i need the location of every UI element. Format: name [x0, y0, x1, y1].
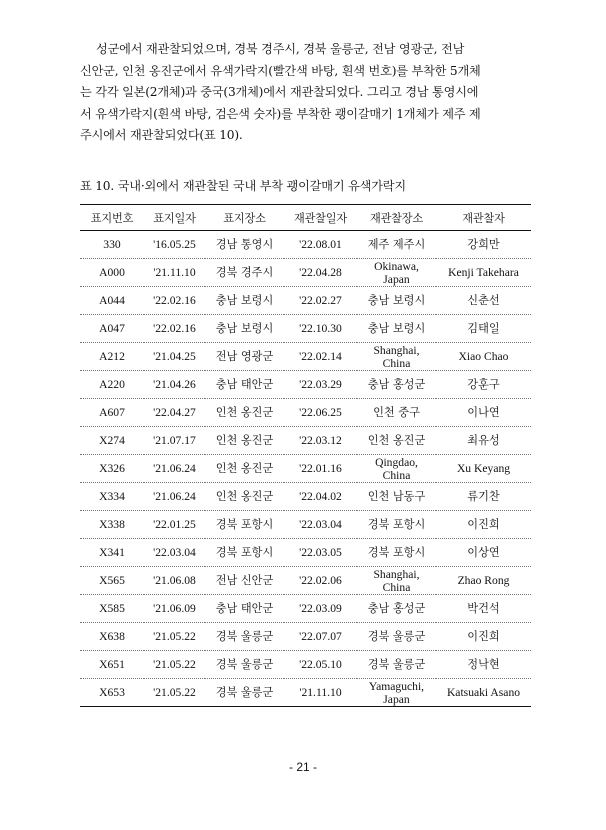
- cell-mark-date: '21.06.09: [144, 595, 205, 623]
- cell-mark-date: '21.06.08: [144, 567, 205, 595]
- cell-observer: 이상연: [436, 539, 531, 567]
- cell-resight-date: '22.04.02: [284, 483, 357, 511]
- cell-observer: 이진희: [436, 623, 531, 651]
- cell-mark-date: '16.05.25: [144, 231, 205, 259]
- cell-band-id: A607: [80, 399, 144, 427]
- cell-resight-date: '22.03.12: [284, 427, 357, 455]
- cell-resight-date: '22.06.25: [284, 399, 357, 427]
- table-caption: 표 10. 국내·외에서 재관찰된 국내 부착 괭이갈매기 유색가락지: [80, 179, 406, 193]
- table-row: [80, 539, 531, 567]
- cell-resight-place: 인천 남동구: [357, 483, 436, 511]
- page-number: - 21 -: [288, 760, 317, 774]
- cell-observer: Xu Keyang: [436, 455, 531, 483]
- cell-mark-date: '21.07.17: [144, 427, 205, 455]
- cell-observer: 신춘선: [436, 287, 531, 315]
- cell-mark-date: '22.03.04: [144, 539, 205, 567]
- table-row: [80, 315, 531, 343]
- cell-mark-date: '22.02.16: [144, 287, 205, 315]
- cell-mark-place: 경남 통영시: [205, 231, 284, 259]
- cell-resight-place: Shanghai, China: [357, 567, 436, 595]
- header-resight-date: 재관찰일자: [284, 205, 357, 231]
- cell-band-id: X341: [80, 539, 144, 567]
- cell-resight-date: '22.03.29: [284, 371, 357, 399]
- cell-resight-place: 충남 홍성군: [357, 371, 436, 399]
- cell-mark-place: 충남 보령시: [205, 315, 284, 343]
- cell-band-id: X565: [80, 567, 144, 595]
- cell-mark-date: '21.04.26: [144, 371, 205, 399]
- cell-mark-date: '21.04.25: [144, 343, 205, 371]
- cell-mark-date: '21.06.24: [144, 483, 205, 511]
- cell-band-id: X338: [80, 511, 144, 539]
- cell-mark-place: 인천 옹진군: [205, 427, 284, 455]
- cell-mark-place: 충남 보령시: [205, 287, 284, 315]
- cell-observer: Zhao Rong: [436, 567, 531, 595]
- table-row: [80, 427, 531, 455]
- header-resight-place: 재관찰장소: [357, 205, 436, 231]
- cell-observer: Katsuaki Asano: [436, 679, 531, 707]
- cell-observer: 강희만: [436, 231, 531, 259]
- cell-mark-place: 충남 태안군: [205, 371, 284, 399]
- cell-mark-date: '21.05.22: [144, 651, 205, 679]
- cell-resight-date: '22.07.07: [284, 623, 357, 651]
- cell-mark-date: '21.06.24: [144, 455, 205, 483]
- table-row: [80, 287, 531, 315]
- table-row: [80, 651, 531, 679]
- table-row: [80, 679, 531, 707]
- cell-band-id: X585: [80, 595, 144, 623]
- cell-resight-place: 인천 옹진군: [357, 427, 436, 455]
- cell-mark-date: '22.01.25: [144, 511, 205, 539]
- cell-mark-place: 경북 울릉군: [205, 623, 284, 651]
- table-row: [80, 483, 531, 511]
- cell-resight-date: '22.10.30: [284, 315, 357, 343]
- cell-observer: Kenji Takehara: [436, 259, 531, 287]
- cell-resight-date: '22.02.27: [284, 287, 357, 315]
- cell-band-id: 330: [80, 231, 144, 259]
- table-row: [80, 567, 531, 595]
- paragraph-line: 신안군, 인천 옹진군에서 유색가락지(빨간색 바탕, 흰색 번호)를 부착한 5개체: [80, 63, 481, 78]
- cell-mark-place: 전남 신안군: [205, 567, 284, 595]
- cell-mark-place: 경북 울릉군: [205, 651, 284, 679]
- cell-band-id: X334: [80, 483, 144, 511]
- table-row: [80, 371, 531, 399]
- body-paragraph: [80, 39, 530, 147]
- cell-resight-place: 인천 중구: [357, 399, 436, 427]
- cell-mark-place: 인천 옹진군: [205, 483, 284, 511]
- cell-observer: 박건석: [436, 595, 531, 623]
- cell-observer: 김태일: [436, 315, 531, 343]
- cell-observer: Xiao Chao: [436, 343, 531, 371]
- cell-band-id: A220: [80, 371, 144, 399]
- table-row: [80, 595, 531, 623]
- cell-resight-place: Qingdao, China: [357, 455, 436, 483]
- cell-band-id: A044: [80, 287, 144, 315]
- cell-resight-place: Yamaguchi, Japan: [357, 679, 436, 707]
- paragraph-line: 서 유색가락지(흰색 바탕, 검은색 숫자)를 부착한 괭이갈매기 1개체가 제주 제: [80, 106, 481, 121]
- cell-band-id: X651: [80, 651, 144, 679]
- cell-observer: 최유성: [436, 427, 531, 455]
- table-row: [80, 231, 531, 259]
- cell-resight-place: 경북 포항시: [357, 511, 436, 539]
- paragraph-line: 주시에서 재관찰되었다(표 10).: [80, 128, 243, 142]
- cell-resight-place: 경북 울릉군: [357, 623, 436, 651]
- table-row: [80, 623, 531, 651]
- cell-observer: 이나연: [436, 399, 531, 427]
- cell-resight-date: '22.02.14: [284, 343, 357, 371]
- cell-band-id: A000: [80, 259, 144, 287]
- paragraph-line: 는 각각 일본(2개체)과 중국(3개체)에서 재관찰되었다. 그리고 경남 통영시에: [80, 85, 479, 99]
- cell-resight-date: '22.01.16: [284, 455, 357, 483]
- cell-mark-date: '21.11.10: [144, 259, 205, 287]
- cell-resight-place: 경북 포항시: [357, 539, 436, 567]
- cell-resight-date: '22.03.09: [284, 595, 357, 623]
- cell-band-id: X274: [80, 427, 144, 455]
- cell-mark-place: 인천 옹진군: [205, 455, 284, 483]
- cell-mark-date: '21.05.22: [144, 623, 205, 651]
- cell-resight-place: 충남 홍성군: [357, 595, 436, 623]
- cell-band-id: A047: [80, 315, 144, 343]
- cell-resight-date: '22.03.04: [284, 511, 357, 539]
- cell-band-id: X326: [80, 455, 144, 483]
- cell-mark-date: '22.02.16: [144, 315, 205, 343]
- cell-resight-place: 경북 울릉군: [357, 651, 436, 679]
- cell-resight-date: '22.03.05: [284, 539, 357, 567]
- resighting-table: [80, 204, 531, 707]
- cell-resight-place: Okinawa, Japan: [357, 259, 436, 287]
- cell-resight-place: 제주 제주시: [357, 231, 436, 259]
- cell-observer: 강훈구: [436, 371, 531, 399]
- cell-mark-date: '22.04.27: [144, 399, 205, 427]
- cell-mark-place: 경북 포항시: [205, 539, 284, 567]
- cell-resight-date: '22.02.06: [284, 567, 357, 595]
- table-row: [80, 511, 531, 539]
- cell-mark-place: 경북 포항시: [205, 511, 284, 539]
- cell-resight-date: '22.08.01: [284, 231, 357, 259]
- cell-mark-place: 경북 울릉군: [205, 679, 284, 707]
- cell-resight-place: 충남 보령시: [357, 287, 436, 315]
- cell-mark-date: '21.05.22: [144, 679, 205, 707]
- header-band-id: 표지번호: [80, 205, 144, 231]
- cell-resight-date: '22.04.28: [284, 259, 357, 287]
- cell-observer: 이진희: [436, 511, 531, 539]
- header-mark-place: 표지장소: [205, 205, 284, 231]
- cell-resight-place: Shanghai, China: [357, 343, 436, 371]
- table-row: [80, 259, 531, 287]
- cell-mark-place: 전남 영광군: [205, 343, 284, 371]
- cell-band-id: X638: [80, 623, 144, 651]
- cell-observer: 류기찬: [436, 483, 531, 511]
- cell-resight-date: '22.05.10: [284, 651, 357, 679]
- table-row: [80, 343, 531, 371]
- cell-mark-place: 인천 옹진군: [205, 399, 284, 427]
- header-mark-date: 표지일자: [144, 205, 205, 231]
- cell-band-id: A212: [80, 343, 144, 371]
- paragraph-line: 성군에서 재관찰되었으며, 경북 경주시, 경북 울릉군, 전남 영광군, 전남: [96, 42, 465, 56]
- table-row: [80, 455, 531, 483]
- header-observer: 재관찰자: [436, 205, 531, 231]
- cell-observer: 정낙현: [436, 651, 531, 679]
- cell-resight-date: '21.11.10: [284, 679, 357, 707]
- table-row: [80, 399, 531, 427]
- cell-mark-place: 경북 경주시: [205, 259, 284, 287]
- cell-resight-place: 충남 보령시: [357, 315, 436, 343]
- table-header-row: [80, 205, 531, 231]
- cell-mark-place: 충남 태안군: [205, 595, 284, 623]
- cell-band-id: X653: [80, 679, 144, 707]
